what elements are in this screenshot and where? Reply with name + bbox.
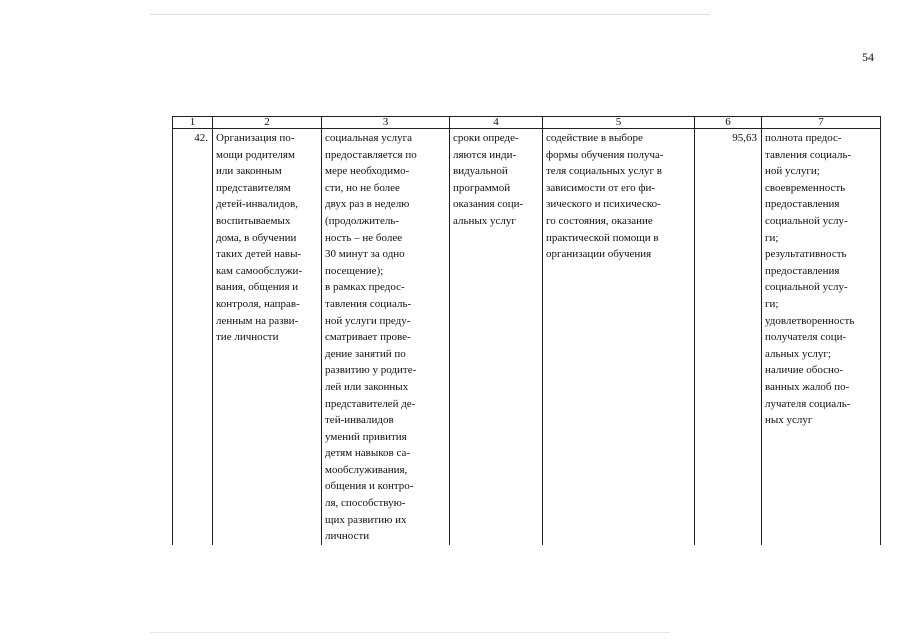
cell-text-line: ванных жалоб по- [765,380,850,393]
cell-text-line: социальная услуга [325,132,412,144]
column-header-6: 6 [695,117,762,129]
cell-text-line: Организация по- [216,132,295,144]
cell-text-line: альных услуг [453,214,516,227]
cell-text-line: зависимости от его фи- [546,181,656,194]
cell-text-line: или законным [216,165,282,178]
cell-text-line: воспитываемых [216,214,291,227]
cell-text-line: личности [325,530,370,543]
service-terms-cell [450,129,543,545]
cell-text-line: ной услуги; [765,165,820,178]
cell-text-line: посещение); [325,264,384,277]
cell-text-line: дома, в обучении [216,231,297,244]
header-row [173,117,881,129]
cell-text-line: умений привития [325,430,407,443]
cell-text-line: ленным на разви- [216,314,299,327]
cell-text-line: 30 минут за одно [325,248,405,261]
column-header-1: 1 [173,117,213,129]
cell-text-line: общения и контро- [325,480,414,493]
service-conditions-cell [543,129,695,545]
cell-text-line: альных услуг; [765,347,831,360]
cell-text-line: контроля, направ- [216,297,300,310]
column-header-7: 7 [762,117,881,129]
cell-text-line: представителям [216,181,291,194]
cell-text-line: практической помощи в [546,231,659,244]
cell-text-line: сти, но не более [325,181,400,194]
column-header-4: 4 [450,117,543,129]
cell-text-line: детей-инвалидов, [216,198,298,211]
cell-text-line: предоставляется по [325,148,417,161]
cell-text-line: зического и психическо- [546,198,661,211]
cell-text-line: тей-инвалидов [325,414,394,427]
column-header-3: 3 [322,117,450,129]
cell-text-line: предоставления [765,198,840,211]
cell-text-line: социальной услу- [765,281,848,294]
cell-text-line: содействие в выборе [546,132,643,144]
cell-text-line: мообслуживания, [325,463,408,476]
cell-text-line: ги; [765,297,779,310]
cell-text-line: ных услуг [765,414,813,427]
cell-text-line: кам самообслужи- [216,264,303,277]
cell-text-line: дение занятий по [325,347,406,360]
cell-text-line: программой [453,181,511,194]
cell-text-line: тавления социаль- [325,297,412,310]
cell-text-line: формы обучения получа- [546,148,664,161]
cell-text-line: предоставления [765,264,840,277]
cell-text-line: детям навыков са- [325,447,411,460]
cell-text-line: ляются инди- [453,148,517,161]
cell-text-line: тавления социаль- [765,148,852,161]
cell-text-line: полнота предос- [765,132,842,144]
cell-text-line: ля, способствую- [325,497,406,510]
cell-text-line: своевременность [765,181,846,194]
cell-text-line: представителей де- [325,397,416,410]
cell-text-line: сроки опреде- [453,132,519,144]
cell-text-line: удовлетворенность [765,314,855,327]
services-table [172,116,881,545]
cell-text-line: оказания соци- [453,198,524,211]
cell-text-line: (продолжитель- [325,214,400,227]
cell-text-line: щих развитию их [325,513,407,526]
cell-text-line: в рамках предос- [325,281,405,294]
row-number: 42. [173,129,213,545]
scan-artifact-top [150,14,710,15]
column-header-2: 2 [213,117,322,129]
cell-text-line: мощи родителям [216,148,295,161]
page-number: 54 [862,50,874,64]
cell-text-line: ность – не более [325,231,403,244]
cell-text-line: социальной услу- [765,214,848,227]
cell-text-line: ги; [765,231,779,244]
cell-text-line: получателя соци- [765,331,847,344]
cell-text-line: развитию у родите- [325,364,417,377]
cell-text-line: двух раз в неделю [325,198,410,211]
table-row [173,129,881,545]
cell-text-line: организации обучения [546,248,652,261]
service-description-cell [322,129,450,545]
cell-text-line: мере необходимо- [325,165,410,178]
scan-artifact-bottom [150,632,670,633]
column-header-5: 5 [543,117,695,129]
cell-text-line: результативность [765,248,847,261]
cell-text-line: сматривает прове- [325,331,411,344]
cell-text-line: наличие обосно- [765,364,844,377]
cell-text-line: таких детей навы- [216,248,302,261]
cell-text-line: теля социальных услуг в [546,165,662,178]
cell-text-line: лучателя социаль- [765,397,851,410]
tariff-cell: 95,63 [695,129,762,545]
cell-text-line: го состояния, оказание [546,214,653,227]
cell-text-line: тие личности [216,331,279,344]
cell-text-line: лей или законных [325,380,409,393]
quality-indicators-cell [762,129,881,545]
cell-text-line: ной услуги преду- [325,314,411,327]
cell-text-line: видуальной [453,165,508,178]
service-name-cell [213,129,322,545]
cell-text-line: вания, общения и [216,281,299,294]
